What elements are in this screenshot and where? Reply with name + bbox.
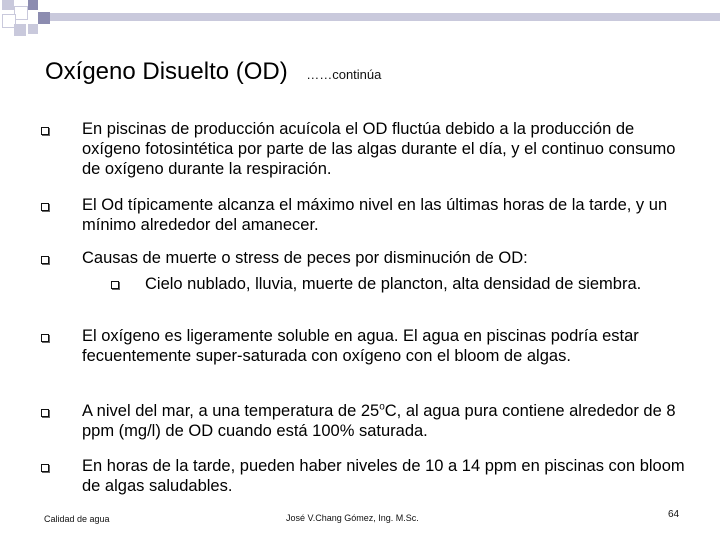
bullet-text: El Od típicamente alcanza el máximo nivel en las últimas horas de la tarde, y un mínimo alrededor del amanecer. [82, 196, 668, 234]
deco-square [38, 12, 50, 24]
deco-square [28, 24, 38, 34]
sub-bullet-text: Cielo nublado, lluvia, muerte de plancton, alta densidad de siembra. [145, 275, 642, 293]
page-title: Oxígeno Disuelto (OD) [45, 58, 288, 85]
corner-decoration [0, 0, 720, 50]
footer-left: Calidad de agua [44, 514, 110, 524]
checkbox-bullet-icon [41, 127, 49, 135]
checkbox-bullet-icon [41, 409, 49, 417]
bullet-text-part: A nivel del mar, a una temperatura de 25 [82, 402, 380, 420]
title-row [45, 58, 381, 86]
checkbox-bullet-icon [41, 256, 49, 264]
bullet-text: En piscinas de producción acuícola el OD fluctúa debido a la producción de oxígeno fotosintética por parte de las algas durante el día, y el continuo consumo de oxígeno durante la respiración. [82, 120, 676, 178]
degree-symbol: o [379, 401, 385, 413]
checkbox-bullet-icon [41, 203, 49, 211]
deco-square [14, 24, 26, 36]
page-subtitle: ……continúa [306, 67, 382, 82]
bullet-text: En horas de la tarde, pueden haber niveles de 10 a 14 ppm en piscinas con bloom de algas saludables. [82, 457, 685, 495]
deco-square [28, 0, 38, 10]
bullet-text [82, 401, 694, 441]
bullet-text: El oxígeno es ligeramente soluble en agua. El agua en piscinas podría estar fecuentemente super-saturada con oxígeno con el bloom de algas. [82, 327, 639, 365]
checkbox-bullet-icon [41, 334, 49, 342]
header-line [50, 13, 720, 21]
checkbox-bullet-icon [41, 464, 49, 472]
bullet-text: Causas de muerte o stress de peces por disminución de OD: [82, 249, 528, 267]
footer-center: José V.Chang Gómez, Ing. M.Sc. [286, 513, 419, 523]
bullet-text-part: C, al agua pura contiene alrededor de 8 ppm (mg/l) de OD cuando está 100% saturada. [82, 402, 676, 440]
page-number: 64 [668, 509, 680, 520]
deco-square [2, 0, 14, 10]
deco-square [14, 6, 28, 20]
checkbox-sub-bullet-icon [111, 281, 119, 289]
